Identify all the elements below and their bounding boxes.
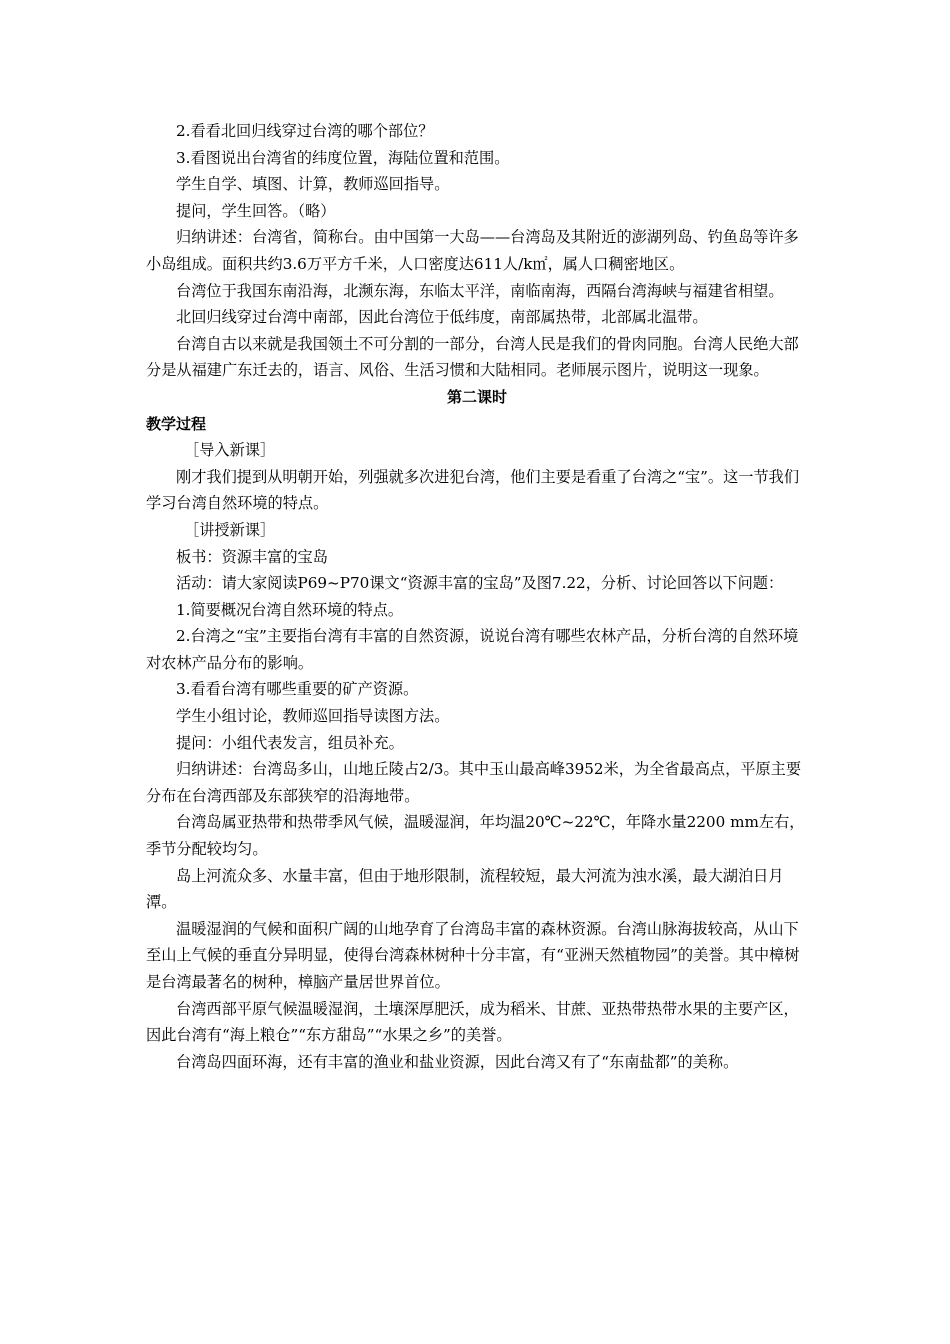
paragraph: 刚才我们提到从明朝开始，列强就多次进犯台湾，他们主要是看重了台湾之“宝”。这一节我们学习台湾自然环境的特点。: [146, 467, 800, 513]
paragraph: 台湾位于我国东南沿海，北濒东海，东临太平洋，南临南海，西隔台湾海峡与福建省相望。: [176, 281, 784, 300]
lesson-title: 第二课时: [446, 387, 507, 406]
subheading-import: ［导入新课］: [184, 441, 276, 460]
paragraph: 岛上河流众多、水量丰富，但由于地形限制，流程较短，最大河流为浊水溪，最大湖泊日月潭。: [146, 866, 784, 912]
paragraph: 台湾岛属亚热带和热带季风气候，温暖湿润，年均温20℃~22℃，年降水量2200 mm左右，季节分配较均匀。: [146, 813, 805, 859]
paragraph: 台湾岛四面环海，还有丰富的渔业和盐业资源，因此台湾又有了“东南盐都”的美称。: [176, 1052, 739, 1071]
paragraph: 台湾自古以来就是我国领土不可分割的一部分，台湾人民是我们的骨肉同胞。台湾人民绝大部分是从福建广东迁去的，语言、风俗、生活习惯和大陆相同。老师展示图片，说明这一现象。: [146, 334, 799, 380]
subheading-teach: ［讲授新课］: [184, 520, 276, 539]
paragraph: 北回归线穿过台湾中南部，因此台湾位于低纬度，南部属热带，北部属北温带。: [176, 308, 708, 327]
paragraph: 2.看看北回归线穿过台湾的哪个部位？: [176, 122, 434, 140]
paragraph: 学生小组讨论，教师巡回指导读图方法。: [176, 707, 450, 726]
paragraph: 归纳讲述：台湾岛多山，山地丘陵占2/3。其中玉山最高峰3952米，为全省最高点，平原主要分布在台湾西部及东部狭窄的沿海地带。: [146, 760, 802, 805]
paragraph: 温暖湿润的气候和面积广阔的山地孕育了台湾岛丰富的森林资源。台湾山脉海拔较高，从山下至山上气候的垂直分异明显，使得台湾森林树种十分丰富，有“亚洲天然植物园”的美誉。其中樟树是台湾最著名的树种，樟脑产量居世界首位。: [146, 919, 800, 991]
paragraph: 3.看看台湾有哪些重要的矿产资源。: [176, 680, 419, 699]
paragraph: 活动：请大家阅读P69~P70课文“资源丰富的宝岛”及图7.22，分析、讨论回答以下问题：: [176, 574, 784, 593]
paragraph: 提问：小组代表发言，组员补充。: [176, 733, 404, 752]
paragraph: 板书：资源丰富的宝岛: [176, 547, 328, 566]
paragraph: 台湾西部平原气候温暖湿润，土壤深厚肥沃，成为稻米、甘蔗、亚热带热带水果的主要产区，因此台湾有“海上粮仓”“东方甜岛”“水果之乡”的美誉。: [146, 999, 799, 1045]
paragraph: 提问，学生回答。（略）: [176, 201, 336, 220]
document-page: [146, 118, 808, 1075]
paragraph: 2.台湾之“宝”主要指台湾有丰富的自然资源，说说台湾有哪些农林产品，分析台湾的自然环境对农林产品分布的影响。: [146, 627, 799, 672]
paragraph: 3.看图说出台湾省的纬度位置，海陆位置和范围。: [176, 148, 510, 167]
section-heading: 教学过程: [146, 414, 207, 433]
paragraph: 学生自学、填图、计算，教师巡回指导。: [176, 175, 450, 194]
paragraph: 归纳讲述：台湾省，简称台。由中国第一大岛——台湾岛及其附近的澎湖列岛、钓鱼岛等许多小岛组成。面积共约3.6万平方千米，人口密度达611人/k㎡，属人口稠密地区。: [146, 228, 799, 273]
paragraph: 1.简要概况台湾自然环境的特点。: [176, 600, 404, 619]
